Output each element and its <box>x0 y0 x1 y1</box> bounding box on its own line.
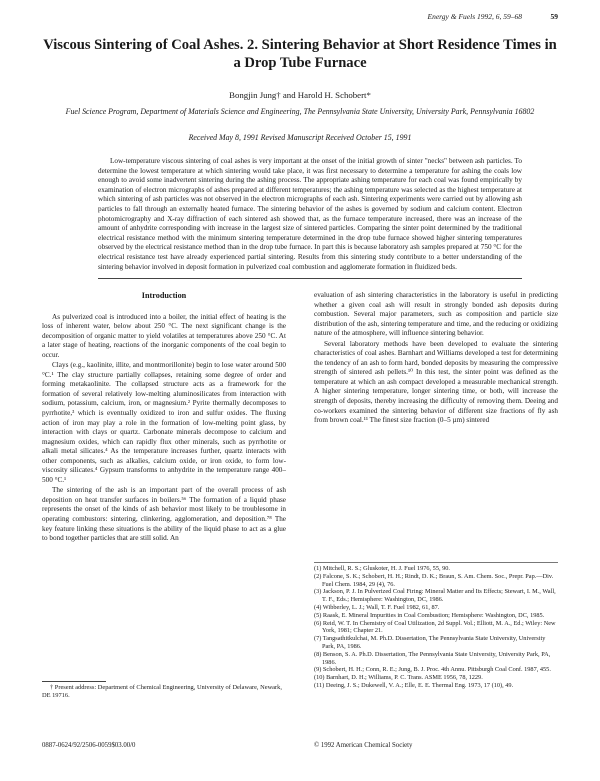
reference-list <box>314 565 558 690</box>
affiliation: Fuel Science Program, Department of Materials Science and Engineering, The Pennsylvania State University, University Park, Pennsylvania 16802 <box>65 107 535 116</box>
reference-item: (5) Raask, E. Mineral Impurities in Coal Combustion; Hemisphere: Washington, DC, 1985. <box>314 611 545 619</box>
received-dates: Received May 8, 1991 Revised Manuscript Received October 15, 1991 <box>188 133 412 142</box>
intro-paragraph-5: Several laboratory methods have been developed to evaluate the sintering characteristics of coal ashes. Barnhart and Williams developed a test for determining the tendency of an ash to form hard, bonded deposits by measuring the compressive strength of sintered ash pellets.¹⁰ In this test, the sinter point was defined as the temperature at which an ash compact developed a measurable mechanical strength. A higher sintering temperature, longer sintering time, or both, will increase the strength of deposits, thereby increasing the difficulty of removing them. Deeing and co-workers examined the sintering behavior of different size fractions of fly ash from brown coal.¹¹ The finest size fraction (0–5 µm) sintered <box>314 339 558 425</box>
footnote-rule <box>42 681 106 682</box>
abstract-separator <box>98 278 522 279</box>
left-column <box>42 291 286 545</box>
copyright-notice: © 1992 American Chemical Society <box>314 742 413 749</box>
reference-item: (10) Barnhart, D. H.; Williams, P. C. Trans. ASME 1956, 78, 1229. <box>314 674 483 682</box>
abstract: Low-temperature viscous sintering of coal ashes is very important at the onset of the initial growth of sinter "necks" between ash particles. To determine the lowest temperature at which sintering would take place, it was first necessary to determine a temperature for ashing the coals low enough to avoid some inadvertent sintering during the ashing process. The appropriate ashing temperature for each coal was found empirically by examination of electron micrographs of ashes prepared at different temperatures; the ashing temperature was selected as the highest temperature at which sintering of ash particles was not observed in the electron micrographs of each ash. Sintering experiments were carried out by allowing ash particles to fall through an externally heated furnace. The sintering behavior of the ashes is governed by sodium and calcium content. Electron photomicrography and X-ray diffraction of each sintered ash showed that, as the furnace temperature increased, there was an increase of the amount of anhydrite corresponding with increase in the largest size of sintered particles. Comparing the sinter point determined by the traditional electrical resistance method with the minimum sintering temperature determined in the drop tube furnace showed higher sintering temperatures observed by the electrical resistance method than in the drop tube furnace. In part this is because laboratory ash samples prepared at 750 °C for the electrical resistance test have already experienced partial sintering. Results from this sintering study contribute to a better understanding of the sintering behavior involved in deposit formation in pulverized coal combustion and agglomerate formation in fluidized beds. <box>98 157 522 271</box>
references-rule <box>314 562 558 563</box>
paper-title: Viscous Sintering of Coal Ashes. 2. Sintering Behavior at Short Residence Times in a Drop Tube Furnace <box>43 37 557 71</box>
intro-paragraph-1: As pulverized coal is introduced into a boiler, the initial effect of heating is the loss of inherent water, below about 250 °C. The next significant change is the decomposition of organic matter to yield volatiles at temperatures above 250 °C. At a later stage of heating, reactions of the inorganic components of the coal begin to occur. <box>42 312 286 359</box>
author-footnote: † Present address: Department of Chemical Engineering, University of Delaware, Newark, DE 19716. <box>42 684 282 699</box>
reference-item: (1) Mitchell, R. S.; Gluskoter, H. J. Fuel 1976, 55, 90. <box>314 565 451 572</box>
intro-paragraph-4: evaluation of ash sintering characteristics in the laboratory is useful in predicting whether a given coal ash will result in strongly bonded ash deposits during combustion. Several major parameters, such as composition and particle size distribution of the ash, sintering temperature and time, and the reducing or oxidizing nature of the atmosphere, will influence sintering behavior. <box>314 291 558 338</box>
page-number: 59 <box>550 12 558 21</box>
intro-paragraph-2: Clays (e.g., kaolinite, illite, and montmorillonite) begin to lose water around 500 °C.¹ The clay structure partially collapses, retaining some degree of order and forming metakaolinite. The collapsed structure acts as a framework for the formation of several relatively low-melting aluminosilicates from interaction with sodium, potassium, calcium, iron, or magnesium.² Pyrite thermally decomposes to pyrrhotite,³ which is eventually oxidized to iron and sulfur oxides. The fluxing action of iron may play a role in the formation of low-melting point glass, by interaction with clays or quartz. Carbonate minerals decompose to calcium and magnesium oxides, which can rapidly flux other minerals, such as pyrrhotite or alkali metal silicates.⁴ As the temperature increases further, quartz interacts with other components, such as alkalies, calcium oxide, or iron oxide, to form low-viscosity silicates.⁴ Gypsum transforms to anhydrite in the temperature range 400–500 °C.¹ <box>42 361 286 484</box>
reference-item: (8) Benson, S. A. Ph.D. Dissertation, The Pennsylvania State University, University Park, PA, 1986. <box>314 650 551 666</box>
section-heading-introduction: Introduction <box>141 291 187 300</box>
right-column <box>314 291 558 427</box>
reference-item: (11) Deeing, J. S.; Dukewell, V. A.; Elle, E. E. Thermal Eng. 1973, 17 (10), 49. <box>314 681 514 689</box>
journal-citation: Energy & Fuels 1992, 6, 59–68 <box>427 12 522 21</box>
authors: Bongjin Jung† and Harold H. Schobert* <box>229 90 371 100</box>
reference-item: (9) Schobert, H. H.; Conn, R. E.; Jung, B. J. Proc. 4th Annu. Pittsburgh Coal Conf. 1987, 455. <box>314 666 551 674</box>
issn-code: 0887-0624/92/2506-0059$03.00/0 <box>42 742 136 749</box>
intro-paragraph-3: The sintering of the ash is an important part of the overall process of ash deposition on heat transfer surfaces in boilers.⁵⁶ The formation of a liquid phase represents the onset of the kinds of ash behavior most likely to be troublesome in operating combustors: sintering, clinkering, agglomeration, and deposition.⁷⁸ The key feature linking these situations is the ability of the liquid phase to act as a glue to bond together particles that are still solid. An <box>42 486 286 543</box>
reference-item: (6) Reid, W. T. In Chemistry of Coal Utilization, 2d Suppl. Vol.; Elliott, M. A., Ed.; Wiley: New York, 1981; Chapter 21. <box>314 619 556 635</box>
reference-item: (7) Tangsathitkulchai, M. Ph.D. Dissertation, The Pennsylvania State University, University Park, PA, 1986. <box>314 635 546 650</box>
reference-item: (2) Falcone, S. K.; Schobert, H. H.; Rindt, D. K.; Braun, S. Am. Chem. Soc., Prepr. Pap.—Div. Fuel Chem. 1984, 29 (4), 76. <box>314 572 554 588</box>
reference-item: (4) Wibberley, L. J.; Wall, T. F. Fuel 1982, 61, 87. <box>314 603 440 611</box>
reference-item: (3) Jackson, P. J. In Pulverized Coal Firing: Mineral Matter and Its Effects; Stewart, I. M., Wall, T. F., Eds.; Hemisphere: Washington, DC, 1986. <box>314 588 556 604</box>
